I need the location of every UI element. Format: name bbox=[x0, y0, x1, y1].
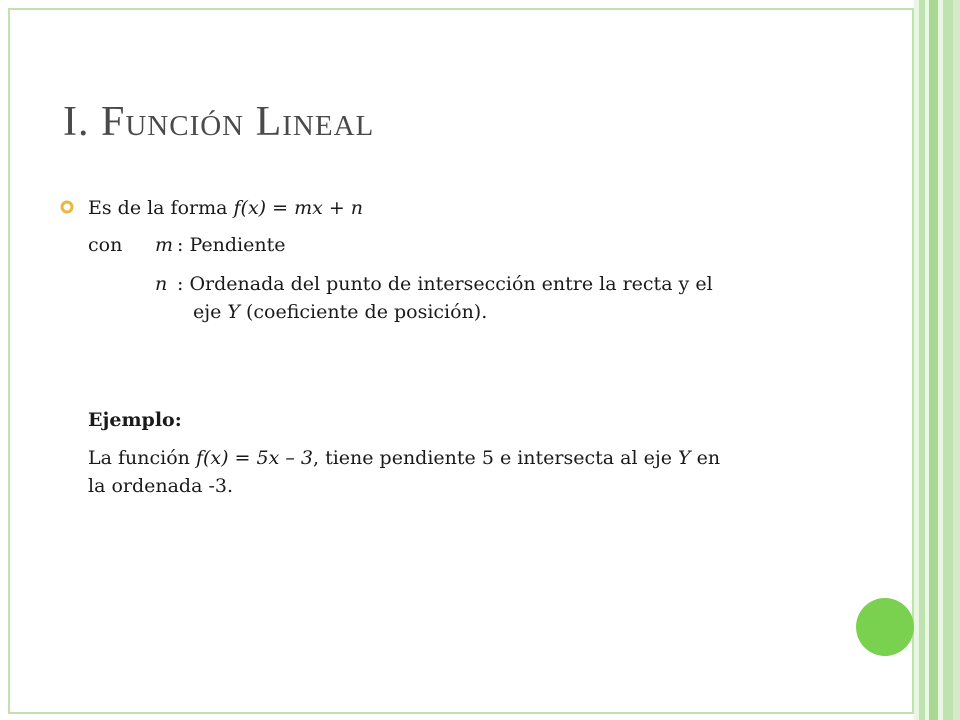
example-heading: Ejemplo: bbox=[88, 409, 182, 431]
slide-title: I. Función Lineal bbox=[63, 99, 375, 145]
decorative-green-circle bbox=[856, 598, 914, 656]
definition-formula: f(x) = mx + n bbox=[233, 197, 364, 219]
ring-bullet-icon bbox=[60, 200, 74, 214]
example-text-c: en bbox=[690, 447, 721, 469]
n-desc-y-axis: Y bbox=[227, 301, 240, 323]
definition-text: Es de la forma bbox=[88, 197, 234, 219]
n-variable: n bbox=[155, 273, 168, 295]
example-formula: f(x) = 5x – 3 bbox=[195, 447, 313, 469]
m-variable: m bbox=[155, 234, 174, 256]
n-desc-text-b: (coeficiente de posición). bbox=[239, 301, 488, 323]
decorative-stripes bbox=[914, 0, 960, 720]
n-description-line1: : Ordenada del punto de intersección entre la recta y el bbox=[177, 273, 713, 295]
m-description: : Pendiente bbox=[177, 234, 286, 256]
example-line1 bbox=[88, 446, 720, 470]
n-desc-text-a: eje bbox=[193, 301, 228, 323]
con-label: con bbox=[88, 234, 123, 256]
example-text-b: , tiene pendiente 5 e intersecta al eje bbox=[312, 447, 679, 469]
example-y-axis: Y bbox=[678, 447, 691, 469]
definition-line bbox=[88, 196, 363, 220]
example-text-a: La función bbox=[88, 447, 196, 469]
example-line2: la ordenada -3. bbox=[88, 475, 234, 497]
n-description-line2 bbox=[193, 300, 487, 324]
